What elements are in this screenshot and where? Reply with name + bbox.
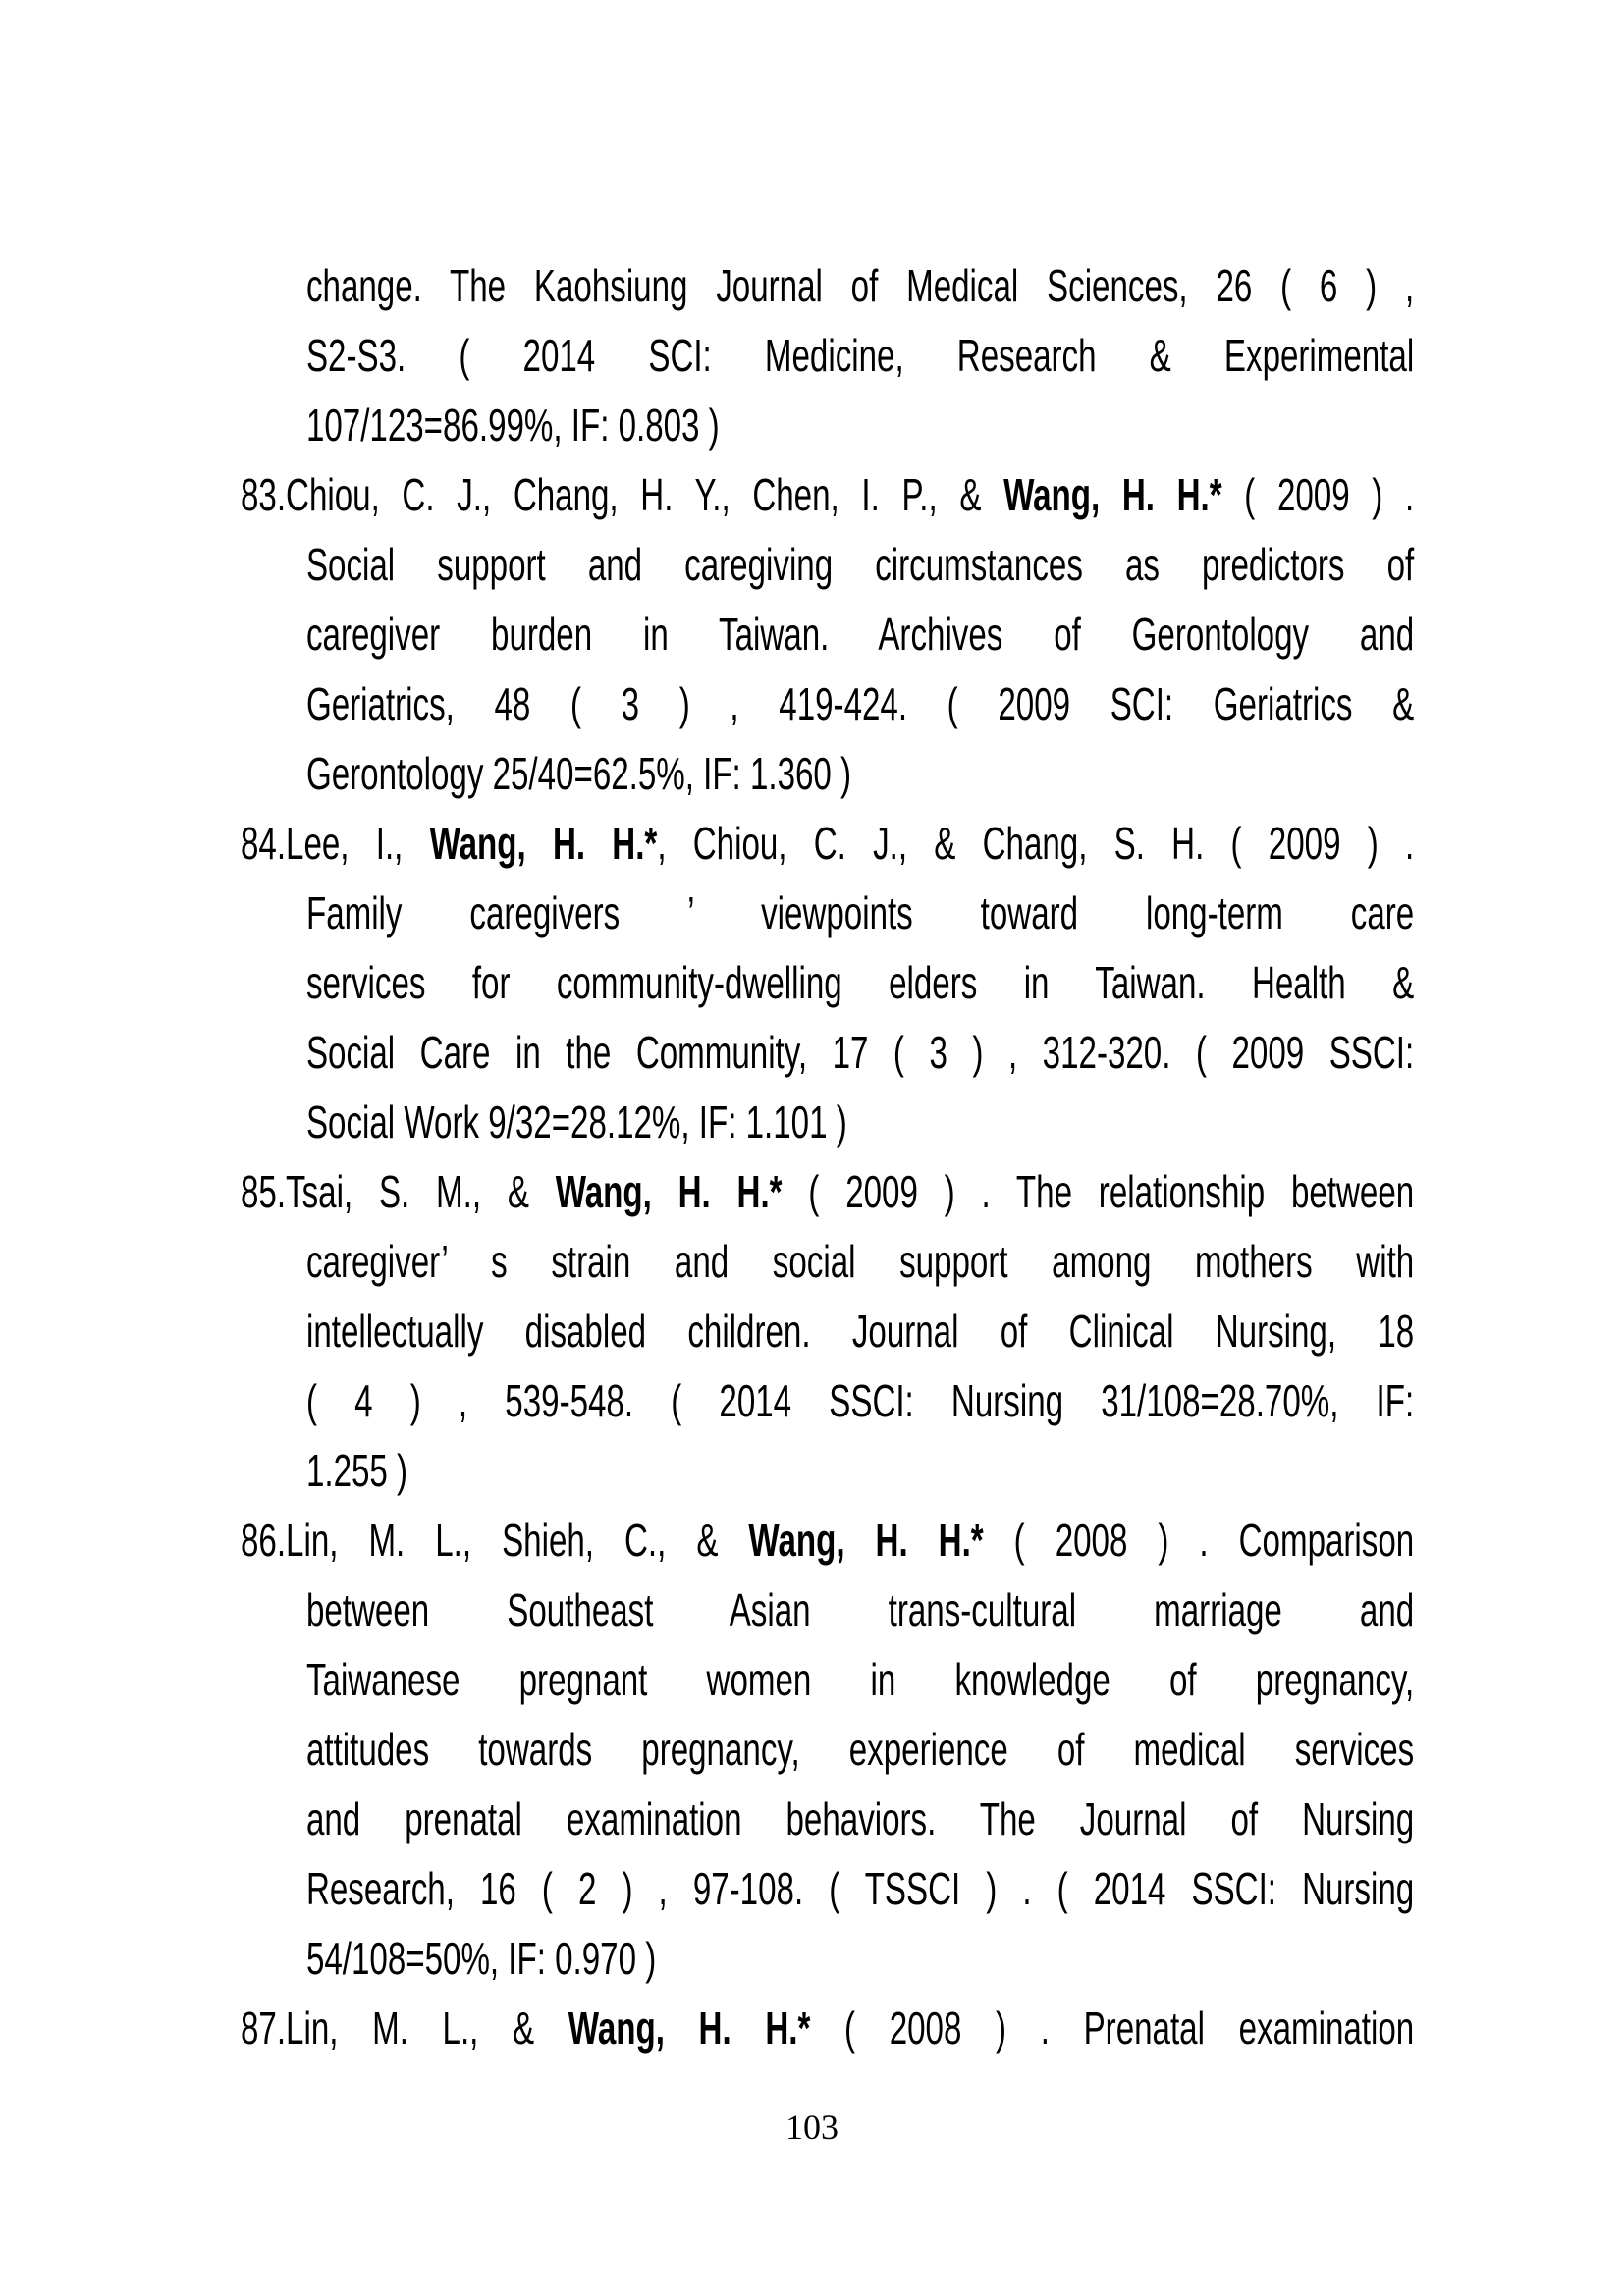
reference-line [241,1088,1414,1157]
reference-text: 54/108=50%, IF: 0.970 ) [305,1933,657,1984]
reference-text: 1.255 ) [305,1445,408,1496]
reference-line [241,530,1414,600]
reference-line [241,251,1414,321]
reference-line [241,460,1414,530]
author-name-bold: Wang, H. H.* [568,2002,811,2054]
reference-text: change. The Kaohsiung Journal of Medical Sciences, 26 ( 6 ) , [305,260,1415,311]
reference-line [241,321,1414,391]
reference-line [241,1366,1414,1436]
reference-text: 83.Chiou, C. J., Chang, H. Y., Chen, I. P., & [241,469,1004,520]
reference-line [241,809,1414,879]
reference-line [241,879,1414,948]
reference-line [241,1854,1414,1924]
reference-text: 87.Lin, M. L., & [241,2002,568,2054]
reference-entry [241,460,1414,809]
reference-line [241,1994,1414,2063]
reference-text: ( 4 ) , 539-548. ( 2014 SSCI: Nursing 31/108=28.70%, IF: [305,1375,1415,1426]
reference-line [241,948,1414,1018]
reference-line [241,1436,1414,1506]
reference-text: attitudes towards pregnancy, experience of medical services [305,1724,1415,1775]
reference-text: , Chiou, C. J., & Chang, S. H. ( 2009 ) . [657,818,1415,869]
reference-text: and prenatal examination behaviors. The Journal of Nursing [305,1793,1415,1844]
reference-text: Taiwanese pregnant women in knowledge of pregnancy, [305,1654,1415,1705]
reference-line [241,1506,1414,1575]
reference-text: caregiver burden in Taiwan. Archives of Gerontology and [305,609,1415,660]
reference-line [241,1157,1414,1227]
reference-text: intellectually disabled children. Journal of Clinical Nursing, 18 [305,1306,1415,1357]
reference-line [241,600,1414,669]
reference-text: ( 2008 ) . Prenatal examination [810,2002,1415,2054]
reference-line [241,1715,1414,1785]
reference-entry [241,1157,1414,1506]
references-list [241,251,1414,2063]
reference-text: Geriatrics, 48 ( 3 ) , 419-424. ( 2009 SCI: Geriatrics & [305,678,1415,729]
reference-text: ( 2009 ) . The relationship between [782,1166,1415,1217]
author-name-bold: Wang, H. H.* [1003,469,1222,520]
reference-text: S2-S3. ( 2014 SCI: Medicine, Research & Experimental [305,330,1415,381]
reference-line [241,1575,1414,1645]
reference-line [241,1018,1414,1088]
reference-text: Gerontology 25/40=62.5%, IF: 1.360 ) [305,748,852,799]
reference-text: Social Work 9/32=28.12%, IF: 1.101 ) [305,1096,847,1148]
reference-line [241,391,1414,460]
reference-text: services for community-dwelling elders in Taiwan. Health & [305,957,1415,1008]
reference-line [241,669,1414,739]
reference-line [241,1227,1414,1297]
page-number: 103 [785,2108,839,2147]
reference-text: ( 2008 ) . Comparison [983,1515,1415,1566]
reference-text: Social Care in the Community, 17 ( 3 ) , 312-320. ( 2009 SSCI: [305,1027,1415,1078]
reference-text: 85.Tsai, S. M., & [241,1166,556,1217]
reference-line [241,1924,1414,1994]
reference-line [241,1645,1414,1715]
reference-entry [241,809,1414,1157]
author-name-bold: Wang, H. H.* [748,1515,984,1566]
author-name-bold: Wang, H. H.* [429,818,658,869]
reference-text: Research, 16 ( 2 ) , 97-108. ( TSSCI ) . ( 2014 SSCI: Nursing [305,1863,1415,1914]
reference-text: 86.Lin, M. L., Shieh, C., & [241,1515,749,1566]
reference-text: ( 2009 ) . [1221,469,1415,520]
reference-line [241,739,1414,809]
reference-text: 84.Lee, I., [241,818,430,869]
reference-entry [241,1994,1414,2063]
reference-line [241,1297,1414,1366]
reference-entry [241,1506,1414,1994]
reference-text: caregiver’ s strain and social support among mothers with [305,1236,1415,1287]
reference-text: Family caregivers ’ viewpoints toward long-term care [305,887,1415,938]
reference-text: 107/123=86.99%, IF: 0.803 ) [305,400,720,451]
reference-entry [241,251,1414,460]
reference-line [241,1785,1414,1854]
author-name-bold: Wang, H. H.* [555,1166,783,1217]
reference-text: Social support and caregiving circumstances as predictors of [305,539,1415,590]
reference-text: between Southeast Asian trans-cultural marriage and [305,1584,1415,1635]
